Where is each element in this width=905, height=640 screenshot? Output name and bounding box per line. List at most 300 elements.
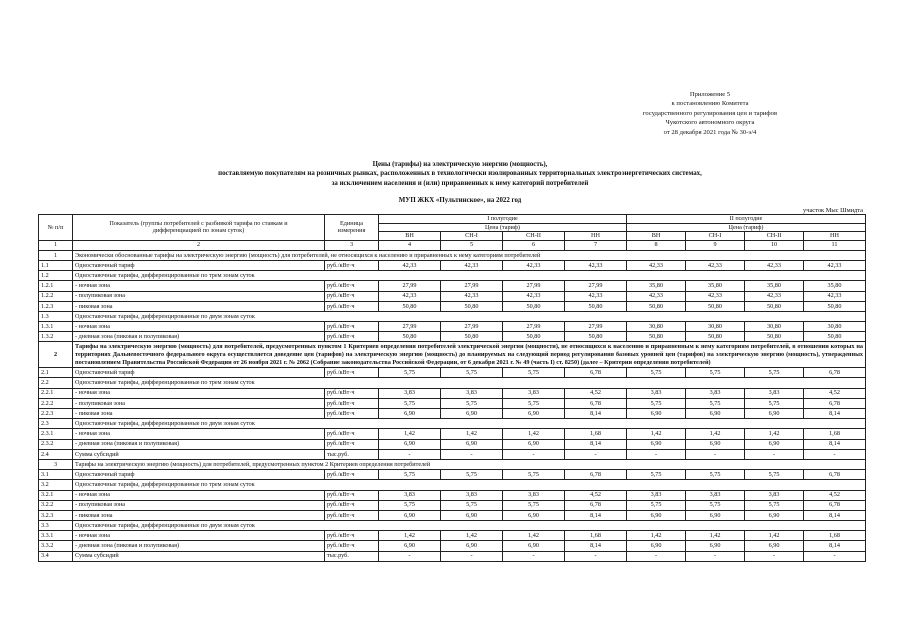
tariff-value: 5,75 [627,368,686,378]
table-row [39,449,866,459]
tariff-value: 42,33 [441,291,503,301]
section-title: Экономически обоснованные тарифы на электрическую энергию (мощность) для потребителей, не относящихся к населению и приравненных к нему категориям потребителей [73,250,866,260]
header-level: СН-II [745,232,804,241]
subsection-row [39,521,866,531]
tariff-value: 42,33 [745,291,804,301]
row-number: 2.3 [39,419,73,429]
table-row [39,551,866,561]
section-number: 2 [39,342,73,368]
tariff-value: 1,42 [686,531,745,541]
row-number: 3.2.2 [39,500,73,510]
tariff-value: 6,90 [745,439,804,449]
row-number: 1.3 [39,311,73,321]
tariff-value: 42,33 [627,291,686,301]
column-number: 6 [503,240,565,250]
tariff-value: 5,75 [627,398,686,408]
header-half1: I полугодие [379,215,627,224]
tariff-value: 35,80 [686,281,745,291]
tariff-value: 50,80 [379,301,441,311]
tariff-value: 1,42 [745,429,804,439]
table-row [39,531,866,541]
row-number: 2.2 [39,378,73,388]
tariff-value: 50,80 [686,332,745,342]
tariff-value: 5,75 [503,470,565,480]
tariff-value: 6,90 [441,510,503,520]
subsection-row [39,480,866,490]
tariff-value: 1,42 [745,531,804,541]
tariff-value: 5,75 [686,368,745,378]
tariff-value: 27,99 [441,322,503,332]
tariff-value: 50,80 [441,332,503,342]
tariff-value: 50,80 [804,301,866,311]
tariff-value: 8,14 [565,409,627,419]
row-number: 3.3.2 [39,541,73,551]
tariff-value: 4,52 [804,388,866,398]
tariff-value: 6,90 [503,541,565,551]
tariff-value: 5,75 [379,500,441,510]
table-row [39,260,866,270]
section-number: 1 [39,250,73,260]
tariff-value: 6,90 [686,510,745,520]
row-name: - полупиковая зона [73,291,325,301]
table-row [39,388,866,398]
tariff-value: 3,83 [627,388,686,398]
tariff-value: 42,33 [804,291,866,301]
tariff-value: 3,83 [745,388,804,398]
tariff-value: 5,75 [745,398,804,408]
row-number: 1.3.1 [39,322,73,332]
tariff-value: 5,75 [441,500,503,510]
table-row [39,281,866,291]
tariff-value: 5,75 [441,470,503,480]
tariff-value: 1,42 [441,531,503,541]
tariff-value: 6,78 [565,368,627,378]
tariff-value: - [379,551,441,561]
row-name: Сумма субсидий [73,449,325,459]
tariff-value: 8,14 [565,541,627,551]
row-number: 2.4 [39,449,73,459]
tariff-value: - [503,449,565,459]
header-indicator: Показатель (группы потребителей с разбивкой тарифа по ставкам и дифференциацией по зонам суток) [73,215,325,241]
tariff-value: - [565,449,627,459]
tariff-value: 50,80 [441,301,503,311]
tariff-value: 27,99 [503,281,565,291]
table-row [39,409,866,419]
tariff-value: 42,33 [804,260,866,270]
row-unit: руб./кВт·ч [325,291,379,301]
row-name: - ночная зона [73,281,325,291]
row-unit: тыс.руб. [325,449,379,459]
tariff-value: 6,90 [686,541,745,551]
row-name: - полупиковая зона [73,500,325,510]
row-name: Сумма субсидий [73,551,325,561]
tariff-value: 1,42 [503,429,565,439]
tariff-value: 27,99 [503,322,565,332]
appendix-line: от 28 декабря 2021 года № 30-э/4 [663,128,757,136]
row-unit: руб./кВт·ч [325,439,379,449]
subsection-row [39,378,866,388]
tariff-value: 5,75 [686,398,745,408]
row-name: - дневная зона (пиковая и полупиковая) [73,541,325,551]
tariff-value: - [379,449,441,459]
header-level: НН [804,232,866,241]
row-unit: руб./кВт·ч [325,332,379,342]
tariff-value: 6,90 [627,510,686,520]
row-name: Одноставочный тариф [73,470,325,480]
subsection-title: Одноставочные тарифы, дифференцированные по трем зонам суток [73,378,866,388]
tariff-value: 5,75 [745,368,804,378]
tariff-value: 6,90 [686,409,745,419]
row-name: Одноставочный тариф [73,260,325,270]
row-unit: руб./кВт·ч [325,510,379,520]
tariff-value: 5,75 [379,398,441,408]
tariff-value: 1,42 [379,429,441,439]
tariff-value: 6,90 [627,439,686,449]
tariff-value: 6,78 [565,398,627,408]
row-number: 1.1 [39,260,73,270]
subsection-row [39,271,866,281]
tariff-value: 42,33 [565,291,627,301]
section-title: Тарифы на электрическую энергию (мощность) для потребителей, предусмотренных пунктом 2 Критериев определения потребителей [73,459,866,469]
table-row [39,429,866,439]
tariff-value: 30,80 [745,322,804,332]
tariff-value: - [686,449,745,459]
tariff-value: 1,42 [379,531,441,541]
row-name: - полупиковая зона [73,398,325,408]
header-level: СН-I [686,232,745,241]
tariff-value: 50,80 [686,301,745,311]
table-row [39,301,866,311]
tariff-table-body [39,250,866,561]
tariff-value: 50,80 [627,332,686,342]
subsection-row [39,419,866,429]
row-number: 1.2 [39,271,73,281]
tariff-value: 1,42 [627,531,686,541]
tariff-value: - [565,551,627,561]
row-number: 2.2.1 [39,388,73,398]
row-number: 2.2.3 [39,409,73,419]
tariff-value: 3,83 [503,490,565,500]
tariff-value: 42,33 [503,260,565,270]
section-number: 3 [39,459,73,469]
tariff-value: 42,33 [745,260,804,270]
header-level: СН-II [503,232,565,241]
table-row [39,490,866,500]
title-line: за исключением населения и (или) приравненных к нему категорий потребителей [331,179,589,187]
tariff-value: 30,80 [804,322,866,332]
tariff-value: 5,75 [503,368,565,378]
tariff-value: 6,90 [379,541,441,551]
row-number: 1.2.1 [39,281,73,291]
tariff-value: 6,90 [379,510,441,520]
tariff-value: 30,80 [686,322,745,332]
tariff-value: 42,33 [565,260,627,270]
tariff-value: 5,75 [686,470,745,480]
tariff-value: 50,80 [627,301,686,311]
tariff-value: 1,42 [686,429,745,439]
tariff-value: 50,80 [379,332,441,342]
row-unit: руб./кВт·ч [325,301,379,311]
tariff-value: - [441,449,503,459]
column-number: 5 [441,240,503,250]
column-number: 3 [325,240,379,250]
tariff-value: 5,75 [686,500,745,510]
row-number: 3.3 [39,521,73,531]
row-name: - дневная зона (пиковая и полупиковая) [73,439,325,449]
table-row [39,398,866,408]
tariff-value: 6,90 [379,409,441,419]
tariff-value: - [503,551,565,561]
row-unit: руб./кВт·ч [325,500,379,510]
row-name: Одноставочный тариф [73,368,325,378]
tariff-value: 5,75 [441,398,503,408]
tariff-value: 1,68 [565,429,627,439]
tariff-value: 6,78 [804,398,866,408]
tariff-value: 1,68 [804,429,866,439]
tariff-value: 50,80 [565,332,627,342]
tariff-value: 8,14 [804,510,866,520]
tariff-value: 6,90 [441,439,503,449]
header-level: ВН [627,232,686,241]
header-unit: Единица измерения [325,215,379,241]
row-number: 2.3.2 [39,439,73,449]
tariff-value: 50,80 [745,332,804,342]
location-label: участок Мыс Шмидта [803,207,863,214]
row-name: - ночная зона [73,531,325,541]
tariff-value: 42,33 [379,260,441,270]
row-number: 1.2.2 [39,291,73,301]
row-unit: руб./кВт·ч [325,388,379,398]
row-unit: руб./кВт·ч [325,260,379,270]
tariff-table [38,214,866,562]
table-row [39,510,866,520]
tariff-value: 8,14 [804,439,866,449]
table-row [39,322,866,332]
tariff-value: 50,80 [503,301,565,311]
tariff-value: 27,99 [379,281,441,291]
tariff-value: 8,14 [804,409,866,419]
tariff-value: 6,90 [745,409,804,419]
row-unit: руб./кВт·ч [325,490,379,500]
tariff-value: 6,90 [745,541,804,551]
subsection-row [39,311,866,321]
tariff-value: 35,80 [745,281,804,291]
tariff-value: 6,90 [441,541,503,551]
row-number: 1.2.3 [39,301,73,311]
table-row [39,541,866,551]
tariff-value: 42,33 [503,291,565,301]
tariff-value: 3,83 [745,490,804,500]
row-number: 3.1 [39,470,73,480]
header-level: СН-I [441,232,503,241]
tariff-value: 50,80 [503,332,565,342]
subsection-title: Одноставочные тарифы, дифференцированные по двум зонам суток [73,521,866,531]
tariff-value: - [627,551,686,561]
tariff-value: 5,75 [379,470,441,480]
tariff-value: 6,78 [565,470,627,480]
tariff-value: 27,99 [379,322,441,332]
tariff-value: - [745,551,804,561]
appendix-line: Приложение 5 [689,91,731,98]
header-price: Цена (тариф) [379,223,627,232]
tariff-value: 5,75 [627,470,686,480]
row-unit: руб./кВт·ч [325,322,379,332]
tariff-value: 27,99 [565,322,627,332]
row-name: - ночная зона [73,388,325,398]
row-name: - пиковая зона [73,301,325,311]
section-title: Тарифы на электрическую энергию (мощность) для потребителей, предусмотренных пунктом 1 Критериев определения потребителей электрической энергии (мощности), не относящихся к населению и приравненным к нему категориям потребителей, в отношении которых на территориях Дальневосточного федерального округа осуществляется доведение цен (тарифов) на электрическую энергию (мощность) до планируемых на следующий период регулирования базовых уровней цен (тарифов) на электрическую энергию (мощность), утвержденных постановлением Правительства Российской Федерации от 26 ноября 2021 г. № 2062 (Собрание законодательства Российской Федерации, от 6 декабря 2021 г. № 49 (часть I) ст. 8250) (далее – Критерии определения потребителей) [73,342,866,368]
column-number: 1 [39,240,73,250]
column-number: 9 [686,240,745,250]
column-number: 4 [379,240,441,250]
tariff-value: 6,90 [379,439,441,449]
header-level: ВН [379,232,441,241]
tariff-value: 8,14 [565,439,627,449]
header-level: НН [565,232,627,241]
row-number: 3.2 [39,480,73,490]
tariff-value: 50,80 [565,301,627,311]
tariff-value: 4,52 [565,490,627,500]
tariff-value: 42,33 [686,260,745,270]
tariff-value: 5,75 [627,500,686,510]
tariff-value: 5,75 [745,500,804,510]
title-line: поставляемую покупателям на розничных рынках, расположенных в технологически изолированных территориальных электроэнергетических системах, [218,170,702,178]
tariff-value: - [627,449,686,459]
tariff-value: 6,90 [745,510,804,520]
table-row [39,439,866,449]
row-unit: руб./кВт·ч [325,531,379,541]
tariff-value: 6,90 [503,510,565,520]
tariff-value: 30,80 [627,322,686,332]
subsection-title: Одноставочные тарифы, дифференцированные по двум зонам суток [73,311,866,321]
section-row [39,250,866,260]
tariff-value: 3,83 [379,388,441,398]
tariff-value: 35,80 [627,281,686,291]
table-row [39,368,866,378]
subsection-title: Одноставочные тарифы, дифференцированные по двум зонам суток [73,419,866,429]
tariff-value: 6,78 [804,368,866,378]
subsection-title: Одноставочные тарифы, дифференцированные по трем зонам суток [73,271,866,281]
appendix-line: государственного регулирования цен и тарифов [642,109,778,117]
tariff-value: 42,33 [627,260,686,270]
tariff-value: 6,90 [686,439,745,449]
row-number: 2.1 [39,368,73,378]
tariff-value: 6,90 [441,409,503,419]
header-price: Цена (тариф) [627,223,866,232]
organization-title: МУП ЖКХ «Пультинское», на 2022 год [398,197,522,204]
row-unit: тыс.руб. [325,551,379,561]
tariff-value: 50,80 [745,301,804,311]
tariff-value: 3,83 [441,388,503,398]
tariff-value: 42,33 [441,260,503,270]
subsection-title: Одноставочные тарифы, дифференцированные по трем зонам суток [73,480,866,490]
tariff-value: 3,83 [441,490,503,500]
tariff-value: 1,42 [627,429,686,439]
row-unit: руб./кВт·ч [325,541,379,551]
table-row [39,332,866,342]
tariff-value: 1,42 [503,531,565,541]
appendix-block [560,90,860,137]
tariff-value: 27,99 [565,281,627,291]
row-number: 3.2.3 [39,510,73,520]
column-number: 2 [73,240,325,250]
header-half2: II полугодие [627,215,866,224]
row-unit: руб./кВт·ч [325,281,379,291]
row-number: 3.4 [39,551,73,561]
tariff-value: 50,80 [804,332,866,342]
section-row [39,342,866,368]
tariff-value: - [441,551,503,561]
tariff-value: 3,83 [686,388,745,398]
tariff-value: - [804,449,866,459]
tariff-value: 8,14 [804,541,866,551]
row-name: - пиковая зона [73,409,325,419]
tariff-value: 5,75 [441,368,503,378]
tariff-value: 4,52 [565,388,627,398]
row-number: 2.3.1 [39,429,73,439]
row-number: 3.2.1 [39,490,73,500]
tariff-value: - [804,551,866,561]
tariff-value: 5,75 [503,500,565,510]
tariff-value: - [745,449,804,459]
row-name: - ночная зона [73,490,325,500]
tariff-value: 6,90 [503,439,565,449]
row-unit: руб./кВт·ч [325,368,379,378]
row-unit: руб./кВт·ч [325,409,379,419]
tariff-value: 42,33 [686,291,745,301]
tariff-value: 35,80 [804,281,866,291]
row-number: 1.3.2 [39,332,73,342]
tariff-value: 4,52 [804,490,866,500]
column-number: 7 [565,240,627,250]
row-name: - ночная зона [73,322,325,332]
tariff-value: 6,78 [804,500,866,510]
tariff-value: 3,83 [379,490,441,500]
document-title [140,160,780,188]
tariff-value: 8,14 [565,510,627,520]
tariff-value: 1,68 [565,531,627,541]
tariff-value: 5,75 [379,368,441,378]
row-unit: руб./кВт·ч [325,398,379,408]
tariff-value: 3,83 [686,490,745,500]
appendix-line: к постановлению Комитета [671,100,749,108]
tariff-value: 5,75 [503,398,565,408]
row-name: - пиковая зона [73,510,325,520]
row-number: 3.3.1 [39,531,73,541]
tariff-value: 6,90 [627,409,686,419]
row-unit: руб./кВт·ч [325,470,379,480]
tariff-value: 27,99 [441,281,503,291]
row-number: 2.2.2 [39,398,73,408]
tariff-value: - [686,551,745,561]
row-name: - дневная зона (пиковая и полупиковая) [73,332,325,342]
tariff-value: 3,83 [627,490,686,500]
section-row [39,459,866,469]
tariff-value: 6,90 [503,409,565,419]
tariff-value: 1,68 [804,531,866,541]
table-row [39,470,866,480]
tariff-value: 42,33 [379,291,441,301]
column-number: 10 [745,240,804,250]
row-name: - ночная зона [73,429,325,439]
tariff-value: 1,42 [441,429,503,439]
tariff-value: 5,75 [745,470,804,480]
table-row [39,291,866,301]
column-number: 8 [627,240,686,250]
row-unit: руб./кВт·ч [325,429,379,439]
title-line: Цены (тарифы) на электрическую энергию (мощность), [372,161,548,168]
column-number: 11 [804,240,866,250]
